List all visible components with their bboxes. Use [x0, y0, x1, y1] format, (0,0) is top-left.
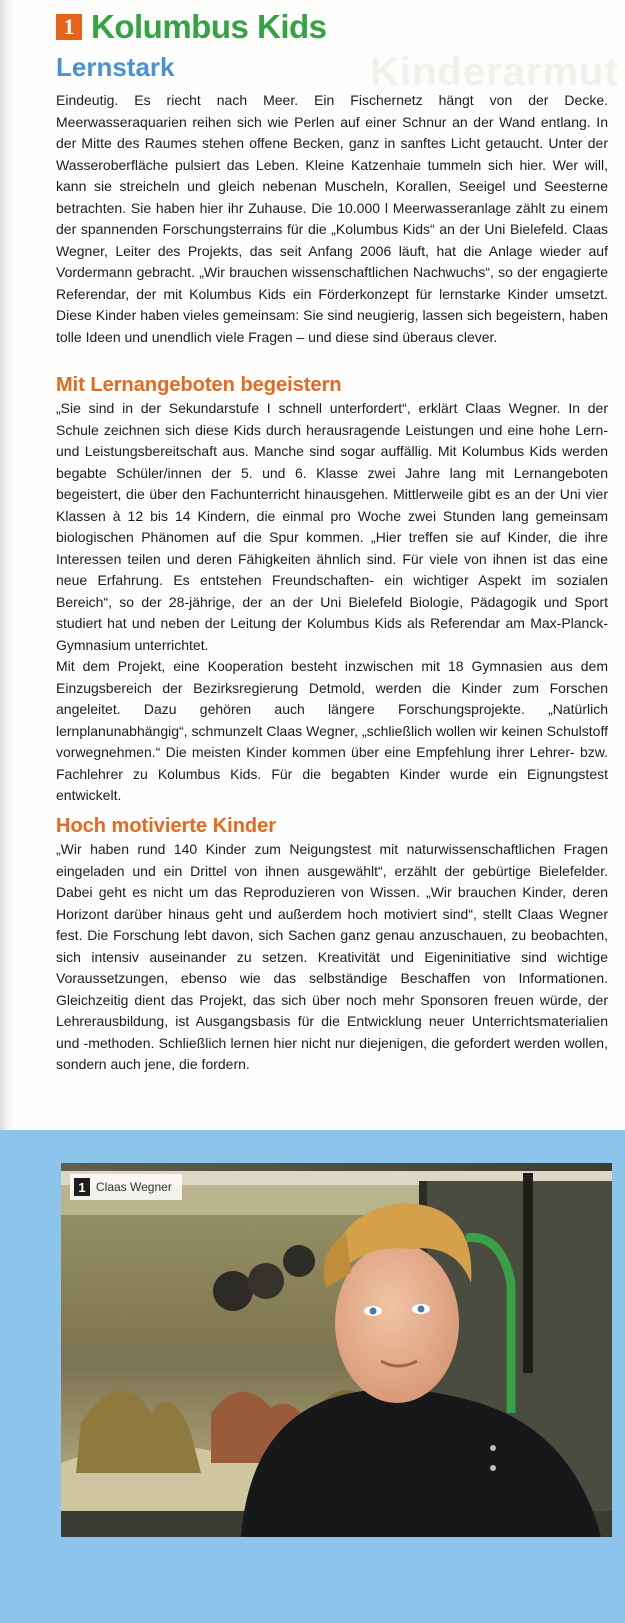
- section-heading-motivierte-kinder: Hoch motivierte Kinder: [56, 815, 277, 837]
- section-heading-lernangebote: Mit Lernangeboten begeistern: [56, 374, 342, 396]
- portrait-photo: [61, 1163, 612, 1537]
- bleed-through-title: Kinderarmut: [370, 50, 619, 94]
- caption-text: Claas Wegner: [96, 1180, 172, 1194]
- section-1-paragraph-1: „Sie sind in der Sekundarstufe I schnell unterfordert“, erklärt Claas Wegner. In der Schule zeichnen sich diese Kids durch herausragende Leistungen und eine hohe Lern- und Leistungsbereitschaft aus. Manche sind sogar auffällig. Mit Kolumbus Kids werden begabte Schüler/innen der 5. und 6. Klasse zwei Jahre lang mit Lernangeboten begeistert, die über den Fachunterricht hinausgehen. Mittlerweile gibt es an der Uni vier Klassen à 12 bis 14 Kindern, die einmal pro Woche zwei Stunden lang gemeinsam biologischen Phänomen auf die Spur kommen. „Hier treffen sie auf Kinder, die ihre Interessen teilen und deren Fähigkeiten ähnlich sind. Für viele von ihnen ist das eine neue Erfahrung. Es entstehen Freundschaften- ein wichtiger Aspekt im sozialen Bereich“, so der 28-jährige, der an der Uni Bielefeld Biologie, Pädagogik und Sport studiert hat und neben der Leitung der Kolumbus Kids als Referendar am Max-Planck-Gymnasium unterrichtet.: [56, 400, 608, 653]
- photo-caption: [70, 1174, 182, 1200]
- article-number-badge: 1: [56, 14, 82, 40]
- section-1-paragraph-2: Mit dem Projekt, eine Kooperation besteht inzwischen mit 18 Gymnasien aus dem Einzugsbereich der Bezirksregierung Detmold, werden die Kinder zum Forschen angeleitet. Dazu gehören auch längere Forschungsprojekte. „Natürlich lernplanunabhängig“, schmunzelt Claas Wegner, „schließlich wollen wir keinen Schulstoff vorwegnehmen.“ Die meisten Kinder kommen über eine Empfehlung ihrer Lehrer- bzw. Fachlehrer zu Kolumbus Kids. Für die begabten Kinder wurde ein Eignungstest entwickelt.: [56, 658, 608, 803]
- article-subtitle: Lernstark: [56, 52, 175, 82]
- section-2-paragraph-1: „Wir haben rund 140 Kinder zum Neigungstest mit naturwissenschaftlichen Fragen eingeladen und ein Drittel von ihnen ausgewählt“, erzählt der gebürtige Bielefelder. Dabei geht es nicht um das Reproduzieren von Wissen. „Wir brauchen Kinder, deren Horizont darüber hinaus geht und außerdem hoch motiviert sind“, stellt Claas Wegner fest. Die Forschung lebt davon, sich Sachen ganz genau anzuschauen, zu beobachten, sich intensiv auseinander zu setzen. Kreativität und Eigeninitiative sind wichtige Voraussetzungen, ebenso wie das selbständige Beschaffen von Informationen. Gleichzeitig dient das Projekt, das sich über noch mehr Sponsoren freuen würde, der Lehrerausbildung, ist Ausgangsbasis für die Entwicklung neuer Unterrichtsmaterialien und -methoden. Schließlich lernen hier nicht nur diejenigen, die gefordert werden wollen, sondern auch jene, die fordern.: [56, 841, 608, 1072]
- intro-paragraph: Eindeutig. Es riecht nach Meer. Ein Fischernetz hängt von der Decke. Meerwasseraquarien reihen sich wie Perlen auf einer Schnur an der Wand entlang. In der Mitte des Raumes stehen offene Becken, ganz in sanftes Licht getaucht. Unter der Wasseroberfläche pulsiert das Leben. Kleine Katzenhaie tummeln sich hier. Wer will, kann sie streicheln und gleich nebenan Muscheln, Korallen, Seeigel und Seesterne betrachten. Sie haben hier ihr Zuhause. Die 10.000 l Meerwasseranlage zählt zu einem der spannenden Forschungsterrains für die „Kolumbus Kids“ an der Uni Bielefeld. Claas Wegner, Leiter des Projekts, das seit Anfang 2006 läuft, hat die Anlage wieder auf Vordermann gebracht. „Wir brauchen wissenschaftlichen Nachwuchs“, so der engagierte Referendar, der mit Kolumbus Kids ein Förderkonzept für lernstarke Kinder umsetzt. Diese Kinder haben vieles gemeinsam: Sie sind neugierig, lassen sich begeistern, haben tolle Ideen und unendlich viele Fragen – und diese sind überaus clever.: [56, 92, 608, 345]
- caption-number-badge: 1: [74, 1178, 90, 1196]
- article-title: Kolumbus Kids: [91, 8, 327, 45]
- article-title-row: [56, 7, 327, 47]
